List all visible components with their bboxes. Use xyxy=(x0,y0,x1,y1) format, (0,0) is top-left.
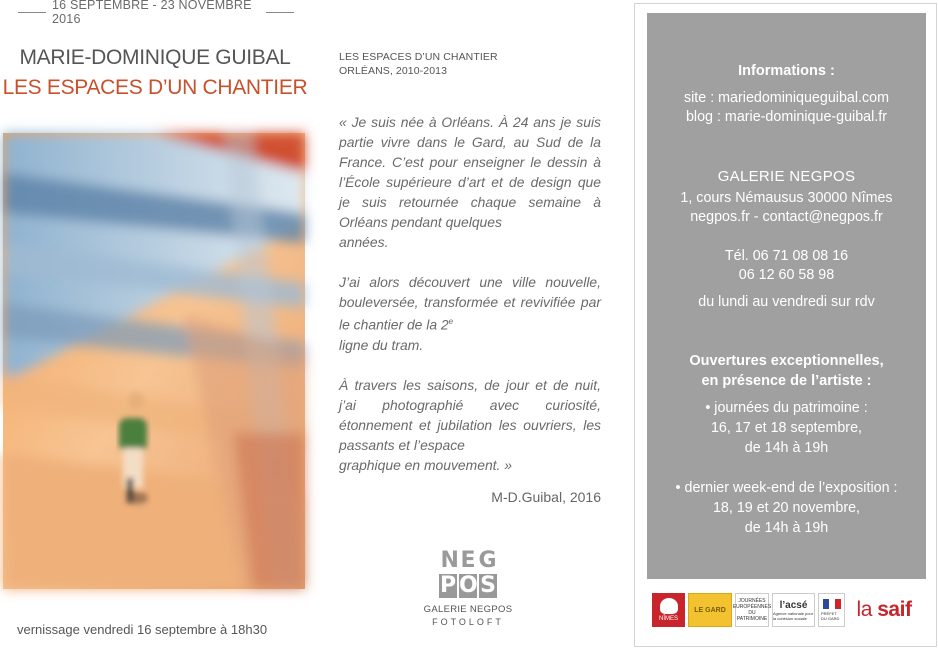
subtitle-place-dates: ORLÉANS, 2010-2013 xyxy=(339,65,448,77)
patrimoine-line-1: JOURNÉES xyxy=(738,598,766,604)
acse-logo xyxy=(772,593,815,627)
acse-logo-sub: Agence nationale pour la cohésion sociale xyxy=(773,610,814,621)
logo-letter: O xyxy=(459,573,478,598)
subtitle-series: LES ESPACES D’UN CHANTIER xyxy=(339,51,498,63)
gallery-tel-2: 06 12 60 58 98 xyxy=(738,267,835,283)
nimes-logo xyxy=(652,593,685,627)
gard-logo-text: LE GARD xyxy=(694,606,726,614)
prefet-logo xyxy=(818,593,845,627)
negpos-logo xyxy=(408,550,528,627)
quote-p1-end: années. xyxy=(339,234,389,250)
quote-p1-text: « Je suis née à Orléans. À 24 ans je suis partie vivre dans le Gard, au Sud de la France. C’est pour enseigner le dessin à l’École supérieure d’art et de design que je suis retournée chaque semaine à Orléans pendant quelques xyxy=(339,114,601,230)
dates-rule-left xyxy=(18,12,46,13)
logo-row-bottom xyxy=(408,574,528,598)
gallery-hours: du lundi au vendredi sur rdv xyxy=(698,294,875,310)
quote-p2-text: J’ai alors découvert une ville nouvelle, bouleversée, transformée et revivifiée par le chantier de la 2 xyxy=(339,274,601,333)
opening-1-hours: de 14h à 19h xyxy=(744,440,829,456)
nimes-logo-text: NÎMES xyxy=(658,616,678,622)
opening-1-label: • journées du patrimoine : xyxy=(705,400,868,416)
logo-gallery-name: GALERIE NEGPOS xyxy=(423,604,513,615)
info-heading: Informations : xyxy=(738,63,835,79)
patrimoine-line-2: EUROPÉENNES xyxy=(732,604,772,610)
quote-p3-end: graphique en mouvement. » xyxy=(339,456,512,473)
logo-letter: P xyxy=(439,573,457,598)
patrimoine-line-3: DU xyxy=(748,610,756,616)
quote-paragraph-2 xyxy=(339,272,601,355)
opening-2-hours: de 14h à 19h xyxy=(744,520,829,536)
opening-2-label: • dernier week-end de l’exposition : xyxy=(675,480,898,496)
tree-icon xyxy=(660,598,678,614)
logo-letter: E xyxy=(460,548,476,573)
gallery-name: GALERIE NEGPOS xyxy=(717,168,856,185)
quote-paragraph-3 xyxy=(339,375,601,475)
patrimoine-line-4: PATRIMOINE xyxy=(736,616,768,622)
openings-heading-2: en présence de l’artiste : xyxy=(701,373,872,389)
opening-2-dates: 18, 19 et 20 novembre, xyxy=(712,500,861,516)
logo-row-top xyxy=(408,550,528,572)
quote-p2-end: ligne du tram. xyxy=(339,336,424,353)
dates-text: 16 SEPTEMBRE - 23 NOVEMBRE 2016 xyxy=(52,0,252,26)
acse-logo-text: l’acsé xyxy=(779,599,808,611)
saif-logo xyxy=(848,593,920,627)
gallery-contact: negpos.fr - contact@negpos.fr xyxy=(690,209,883,225)
exhibition-dates xyxy=(12,0,300,26)
quote-p2-sup: e xyxy=(448,317,454,326)
french-flag-icon xyxy=(823,599,841,609)
logo-letter: N xyxy=(440,548,459,573)
openings-heading-1: Ouvertures exceptionnelles, xyxy=(689,353,884,369)
quote-signature: M-D.Guibal, 2016 xyxy=(491,489,601,505)
info-site: site : mariedominiqueguibal.com xyxy=(683,90,890,106)
exhibition-photo xyxy=(3,133,305,589)
info-blog: blog : marie-dominique-guibal.fr xyxy=(685,109,888,125)
logo-letter: S xyxy=(480,573,496,598)
quote-p3-text: À travers les saisons, de jour et de nuit, j’ai photographié avec curiosité, étonnement et jubilation les ouvriers, les passants et l’espace xyxy=(339,376,601,453)
logo-fotoloft: FOTOLOFT xyxy=(432,617,504,627)
gard-logo xyxy=(688,593,732,627)
info-panel xyxy=(647,13,926,579)
opening-1-dates: 16, 17 et 18 septembre, xyxy=(710,420,862,436)
saif-logo-text: saif xyxy=(877,598,912,621)
gallery-tel-1: Tél. 06 71 08 08 16 xyxy=(724,248,849,264)
sponsor-logos xyxy=(652,592,922,628)
prefet-logo-text: PRÉFET DU GARD xyxy=(821,611,840,621)
artist-quote xyxy=(339,112,601,495)
logo-letter: G xyxy=(478,548,497,573)
vernissage-text: vernissage vendredi 16 septembre à 18h30 xyxy=(17,622,268,637)
saif-logo-la: la xyxy=(856,598,872,621)
artist-name: MARIE-DOMINIQUE GUIBAL xyxy=(19,46,291,69)
patrimoine-logo xyxy=(732,593,772,627)
dates-rule-right xyxy=(266,12,294,13)
exhibition-title: LES ESPACES D’UN CHANTIER xyxy=(2,76,308,99)
quote-paragraph-1 xyxy=(339,112,601,252)
gallery-address: 1, cours Némausus 30000 Nîmes xyxy=(680,190,893,206)
